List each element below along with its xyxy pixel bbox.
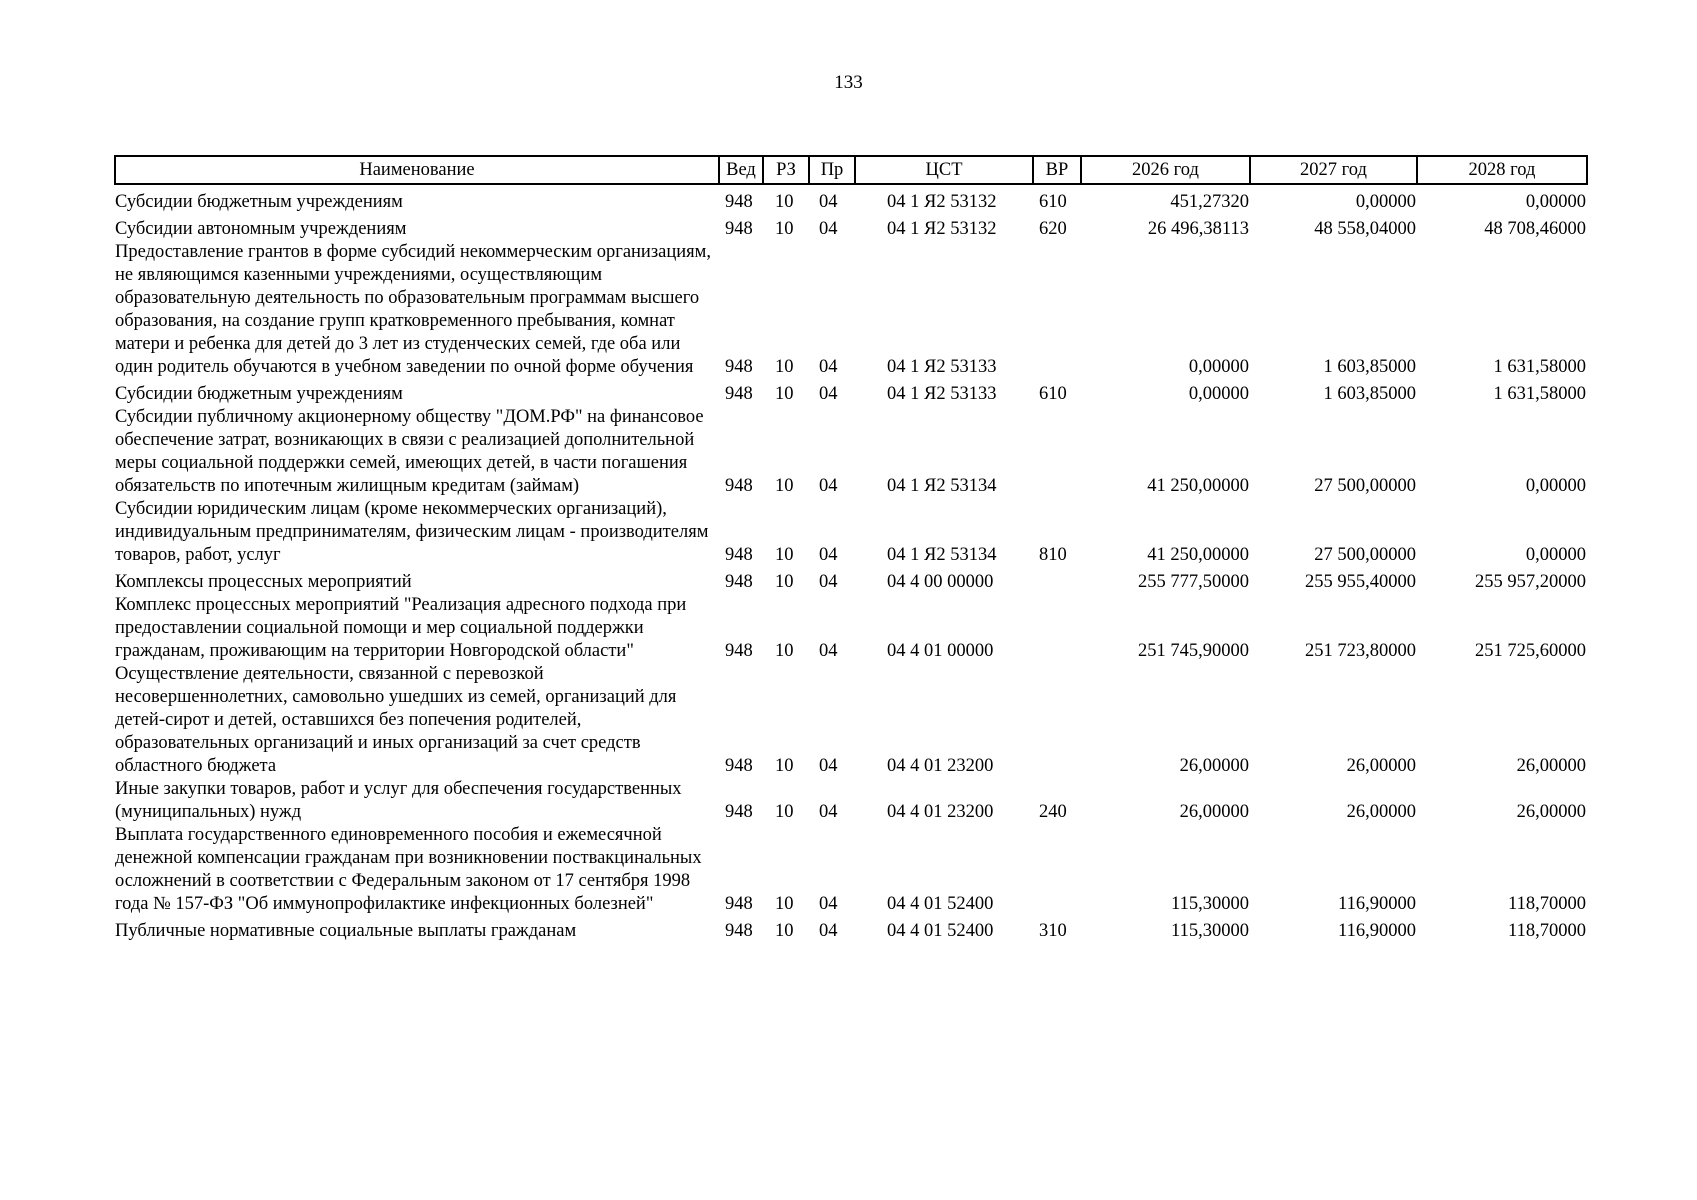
header-name: Наименование [115,156,719,184]
row-amount-2028: 0,00000 [1525,476,1586,496]
row-name: Субсидии бюджетным учреждениям [115,192,403,212]
table-row [115,184,1587,214]
row-cst: 04 4 00 00000 [887,572,994,592]
row-ved: 948 [725,641,753,661]
table-row [115,567,1587,594]
header-rz: РЗ [763,156,809,184]
row-rz: 10 [775,641,794,661]
table-row [115,214,1587,241]
row-name: Субсидии юридическим лицам (кроме некоммерческих организаций), индивидуальным предпринимателям, физическим лицам - производителям товаров, работ, услуг [115,499,709,565]
row-pr: 04 [819,921,838,941]
row-amount-2027: 1 603,85000 [1323,357,1416,377]
header-vr: ВР [1033,156,1081,184]
row-name: Субсидии автономным учреждениям [115,219,407,239]
table-row [115,824,1587,916]
header-cst: ЦСТ [855,156,1033,184]
row-ved: 948 [725,192,753,212]
row-amount-2026: 251 745,90000 [1138,641,1249,661]
row-rz: 10 [775,192,794,212]
row-name: Выплата государственного единовременного пособия и ежемесячной денежной компенсации гражданам при возникновении поствакцинальных осложнений в соответствии с Федеральным законом от 17 сентября 1998 года № 157-ФЗ "Об иммунопрофилактике инфекционных болезней" [115,825,702,914]
row-rz: 10 [775,756,794,776]
row-amount-2027: 1 603,85000 [1323,384,1416,404]
row-pr: 04 [819,545,838,565]
table-row [115,498,1587,567]
row-name: Предоставление грантов в форме субсидий некоммерческим организациям, не являющимся казенными учреждениями, осуществляющим образовательную деятельность по образовательным программам высшего образования, на создание групп кратковременного пребывания, комнат матери и ребенка для детей до 3 лет из студенческих семей, где оба или один родитель обучаются в учебном заведении по очной форме обучения [115,242,711,377]
row-amount-2028: 118,70000 [1508,894,1586,914]
row-amount-2026: 0,00000 [1188,357,1249,377]
row-pr: 04 [819,192,838,212]
row-vr: 240 [1039,802,1067,822]
row-amount-2028: 255 957,20000 [1475,572,1586,592]
row-vr: 610 [1039,384,1067,404]
header-year-2028: 2028 год [1417,156,1587,184]
row-name: Осуществление деятельности, связанной с перевозкой несовершеннолетних, самовольно ушедших из семей, организаций для детей-сирот и детей, оставшихся без попечения родителей, образовательных организаций и иных организаций за счет средств областного бюджета [115,664,677,776]
row-amount-2027: 26,00000 [1346,802,1416,822]
row-amount-2026: 26,00000 [1179,802,1249,822]
row-rz: 10 [775,802,794,822]
row-amount-2028: 1 631,58000 [1493,384,1586,404]
row-rz: 10 [775,921,794,941]
row-name: Иные закупки товаров, работ и услуг для обеспечения государственных (муниципальных) нужд [115,779,682,822]
row-rz: 10 [775,476,794,496]
row-amount-2027: 26,00000 [1346,756,1416,776]
row-name: Субсидии бюджетным учреждениям [115,384,403,404]
table-row [115,406,1587,498]
row-amount-2026: 41 250,00000 [1147,476,1249,496]
row-amount-2027: 116,90000 [1338,921,1416,941]
table-header-row [115,156,1587,184]
row-amount-2026: 115,30000 [1171,894,1249,914]
row-amount-2028: 26,00000 [1516,802,1586,822]
row-cst: 04 1 Я2 53132 [887,192,997,212]
row-pr: 04 [819,357,838,377]
row-amount-2026: 26,00000 [1179,756,1249,776]
row-ved: 948 [725,756,753,776]
table-row [115,241,1587,379]
row-amount-2027: 251 723,80000 [1305,641,1416,661]
row-ved: 948 [725,802,753,822]
row-amount-2028: 1 631,58000 [1493,357,1586,377]
row-amount-2026: 451,27320 [1170,192,1249,212]
row-pr: 04 [819,219,838,239]
row-amount-2028: 118,70000 [1508,921,1586,941]
header-year-2026: 2026 год [1081,156,1250,184]
row-vr [1033,663,1081,778]
row-cst: 04 4 01 00000 [887,641,994,661]
row-amount-2027: 0,00000 [1355,192,1416,212]
row-ved: 948 [725,357,753,377]
row-pr: 04 [819,641,838,661]
row-amount-2026: 26 496,38113 [1147,219,1249,239]
row-amount-2027: 255 955,40000 [1305,572,1416,592]
row-cst: 04 1 Я2 53133 [887,357,997,377]
row-amount-2027: 48 558,04000 [1314,219,1416,239]
row-ved: 948 [725,894,753,914]
row-vr [1033,567,1081,594]
row-amount-2028: 251 725,60000 [1475,641,1586,661]
budget-table [114,155,1588,943]
row-amount-2026: 0,00000 [1188,384,1249,404]
row-cst: 04 1 Я2 53134 [887,545,997,565]
row-amount-2027: 27 500,00000 [1314,545,1416,565]
row-pr: 04 [819,756,838,776]
table-row [115,778,1587,824]
row-pr: 04 [819,894,838,914]
row-amount-2026: 41 250,00000 [1147,545,1249,565]
row-rz: 10 [775,572,794,592]
row-vr: 610 [1039,192,1067,212]
table-row [115,594,1587,663]
row-pr: 04 [819,802,838,822]
row-amount-2028: 48 708,46000 [1484,219,1586,239]
table-row [115,916,1587,943]
row-ved: 948 [725,476,753,496]
header-pr: Пр [809,156,855,184]
row-rz: 10 [775,894,794,914]
page-number: 133 [834,72,863,93]
row-rz: 10 [775,357,794,377]
row-cst: 04 1 Я2 53133 [887,384,997,404]
row-pr: 04 [819,384,838,404]
row-vr [1033,824,1081,916]
row-name: Комплекс процессных мероприятий "Реализация адресного подхода при предоставлении социальной помощи и мер социальной поддержки гражданам, проживающим на территории Новгородской области" [115,595,687,661]
row-ved: 948 [725,384,753,404]
row-amount-2027: 116,90000 [1338,894,1416,914]
row-cst: 04 1 Я2 53132 [887,219,997,239]
row-cst: 04 4 01 23200 [887,802,994,822]
row-vr [1033,594,1081,663]
row-amount-2026: 255 777,50000 [1138,572,1249,592]
row-name: Комплексы процессных мероприятий [115,572,412,592]
row-vr: 310 [1039,921,1067,941]
row-vr [1033,406,1081,498]
row-ved: 948 [725,572,753,592]
row-pr: 04 [819,572,838,592]
row-vr: 810 [1039,545,1067,565]
row-amount-2026: 115,30000 [1171,921,1249,941]
row-ved: 948 [725,219,753,239]
row-ved: 948 [725,545,753,565]
row-cst: 04 4 01 52400 [887,921,994,941]
row-amount-2028: 0,00000 [1525,192,1586,212]
header-ved: Вед [719,156,763,184]
row-name: Субсидии публичному акционерному обществу "ДОМ.РФ" на финансовое обеспечение затрат, возникающих в связи с реализацией дополнительной меры социальной поддержки семей, имеющих детей, в части погашения обязательств по ипотечным жилищным кредитам (займам) [115,407,704,496]
row-vr [1033,241,1081,379]
row-amount-2028: 26,00000 [1516,756,1586,776]
row-amount-2027: 27 500,00000 [1314,476,1416,496]
row-pr: 04 [819,476,838,496]
row-cst: 04 4 01 52400 [887,894,994,914]
table-row [115,663,1587,778]
row-vr: 620 [1039,219,1067,239]
row-rz: 10 [775,384,794,404]
row-name: Публичные нормативные социальные выплаты гражданам [115,921,577,941]
row-rz: 10 [775,545,794,565]
row-amount-2028: 0,00000 [1525,545,1586,565]
row-ved: 948 [725,921,753,941]
row-rz: 10 [775,219,794,239]
table-row [115,379,1587,406]
header-year-2027: 2027 год [1250,156,1417,184]
row-cst: 04 4 01 23200 [887,756,994,776]
row-cst: 04 1 Я2 53134 [887,476,997,496]
